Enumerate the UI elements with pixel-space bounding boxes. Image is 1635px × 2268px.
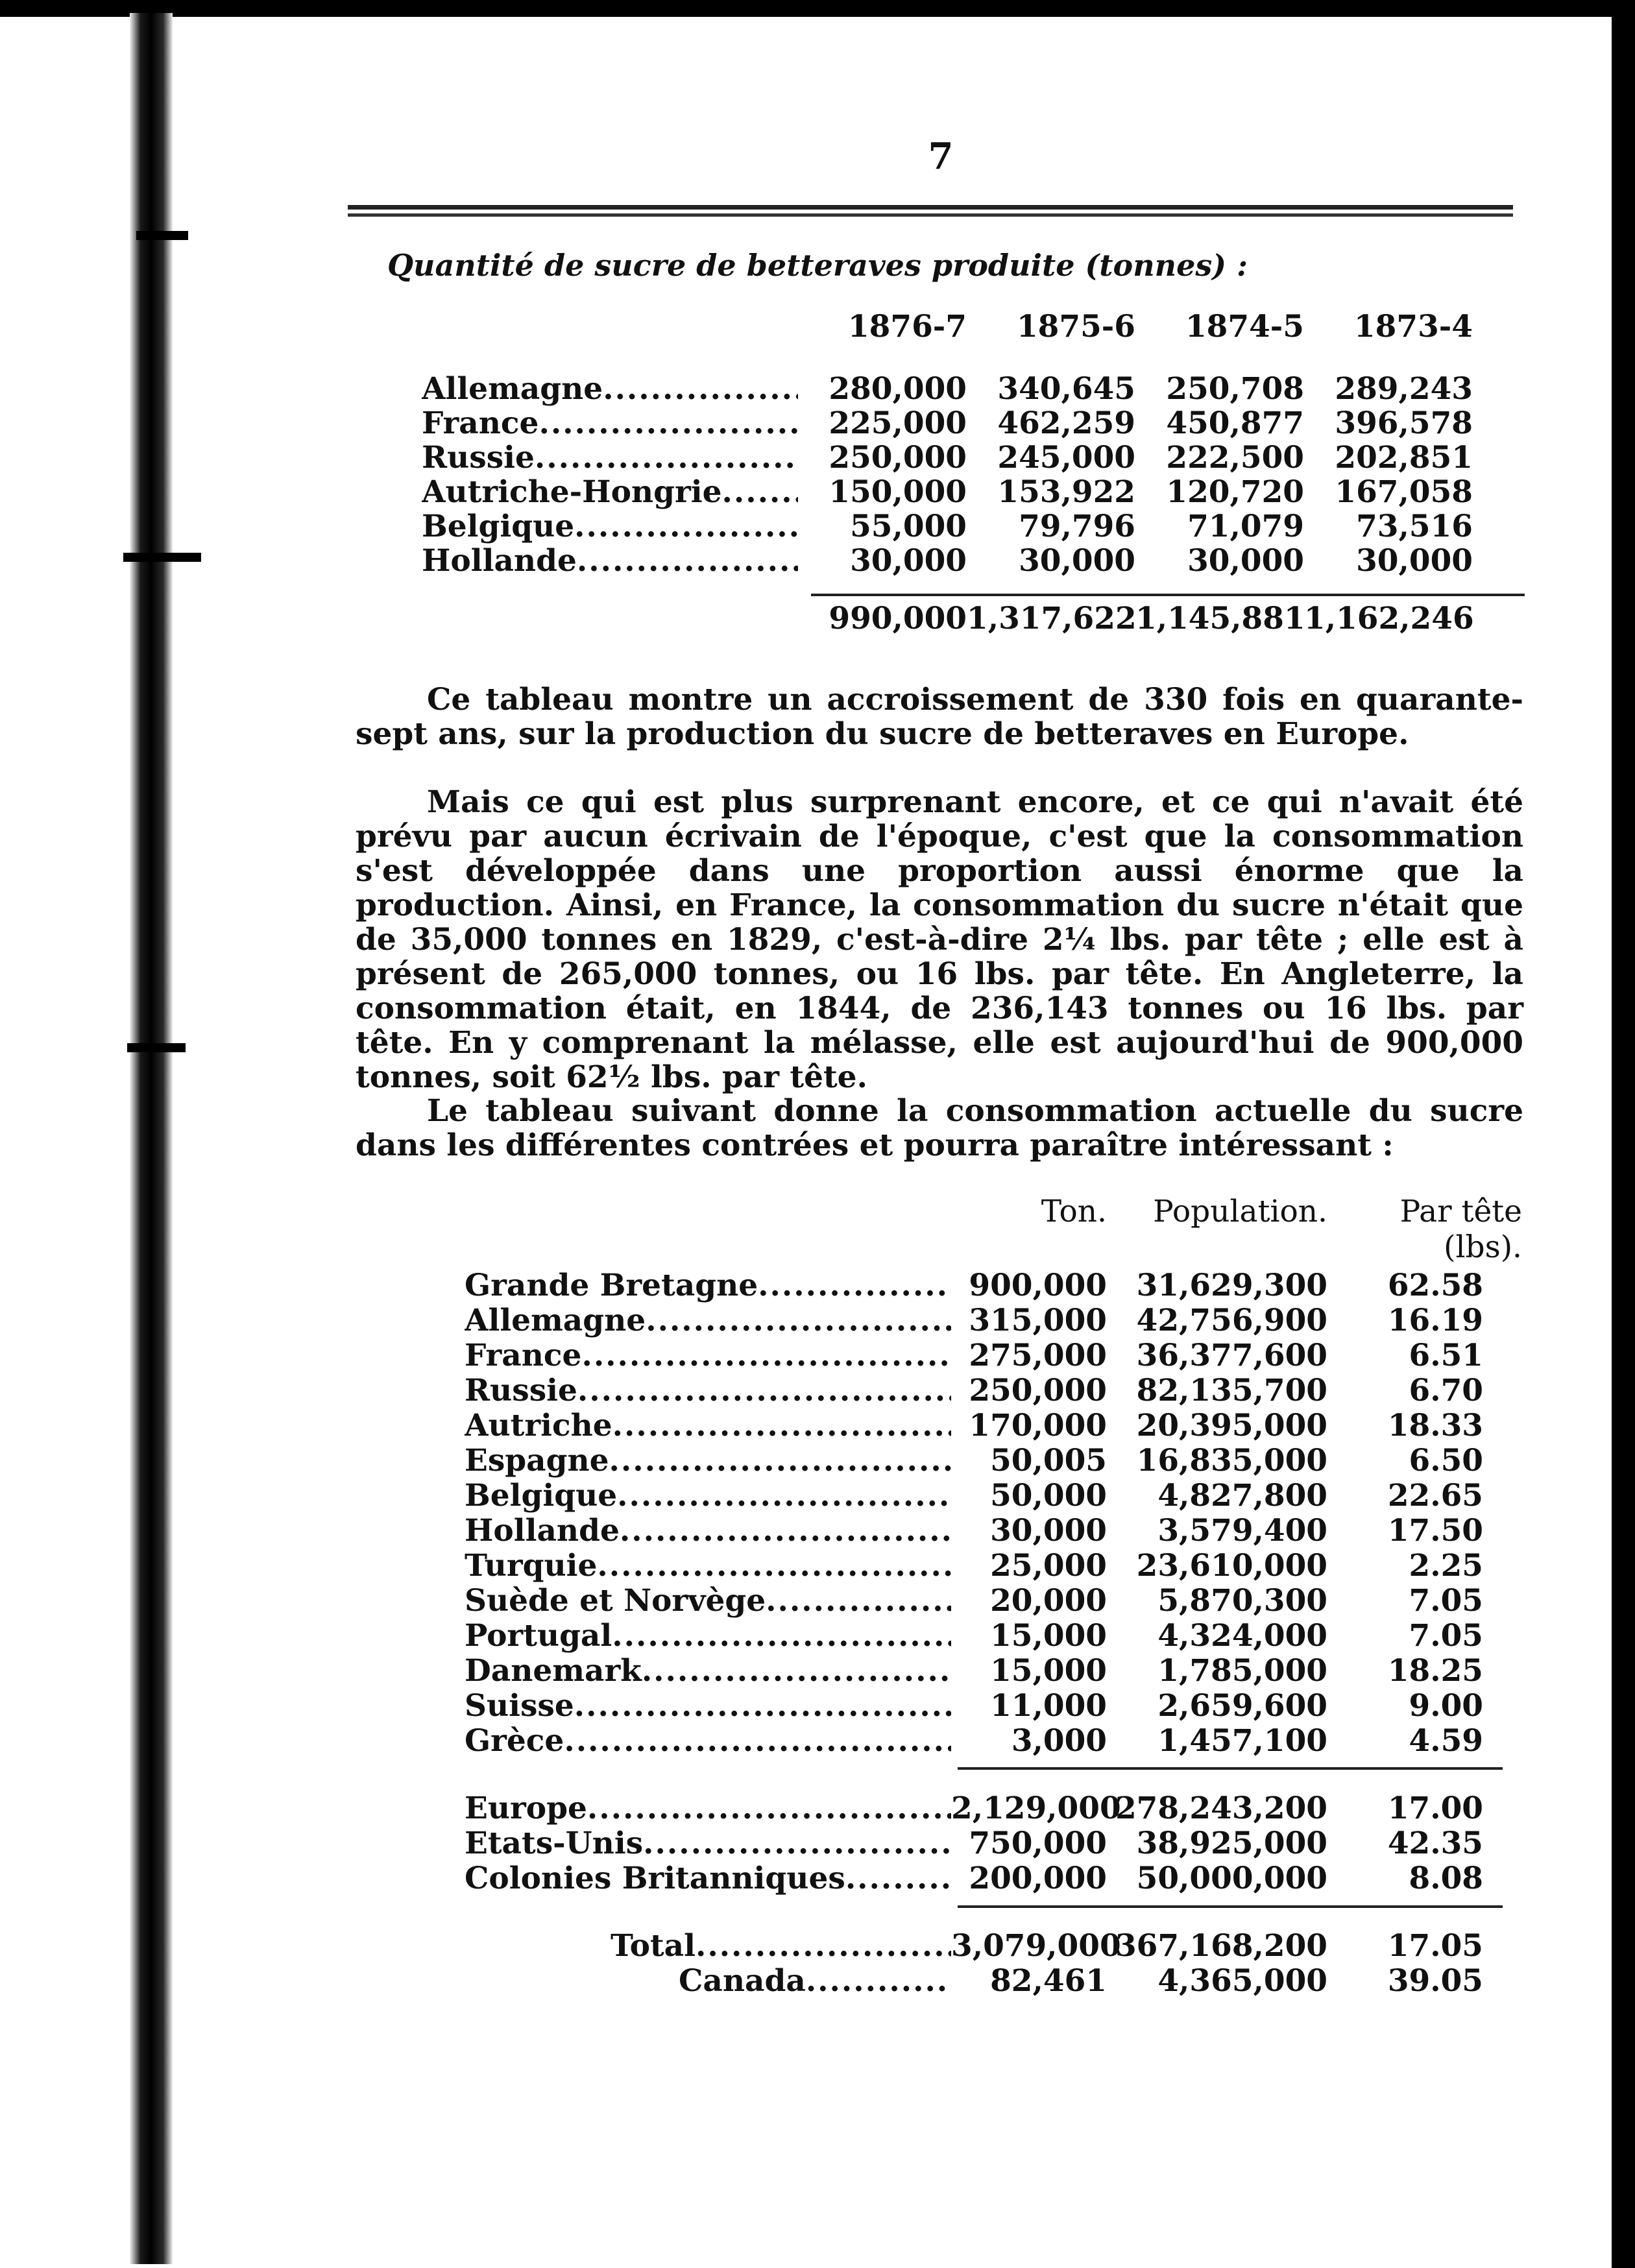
group-rule bbox=[958, 1767, 1503, 1770]
country-label: Autriche ..... bbox=[465, 1408, 951, 1443]
year-header: 1874-5 bbox=[1185, 309, 1304, 344]
table-row bbox=[465, 1513, 1529, 1548]
total-cell: 1,162,246 bbox=[1304, 601, 1474, 636]
ton-cell: 82,461 bbox=[990, 1963, 1107, 1999]
per-head-cell: 39.05 bbox=[1387, 1963, 1483, 1999]
country-label: France ..... bbox=[422, 405, 798, 441]
value-cell: 340,645 bbox=[997, 371, 1135, 407]
table-row bbox=[465, 1373, 1529, 1408]
table-row bbox=[465, 1268, 1529, 1303]
totals-rule bbox=[811, 594, 1525, 596]
table-row bbox=[465, 1338, 1529, 1373]
year-header: 1876-7 bbox=[847, 309, 967, 344]
table-row bbox=[422, 474, 1525, 509]
country-label: Allemagne ..... bbox=[422, 371, 798, 407]
canada-row bbox=[465, 1963, 1529, 1998]
table-row bbox=[465, 1618, 1529, 1653]
value-cell: 120,720 bbox=[1166, 474, 1304, 510]
table-row bbox=[465, 1408, 1529, 1443]
country-label: Hollande ..... bbox=[465, 1513, 951, 1549]
population-cell: 23,610,000 bbox=[1136, 1548, 1327, 1584]
country-label: Belgique ..... bbox=[465, 1478, 951, 1514]
population-cell: 278,243,200 bbox=[1115, 1791, 1327, 1826]
ton-cell: 50,005 bbox=[990, 1443, 1107, 1478]
column-header: Population. bbox=[1153, 1194, 1327, 1229]
value-cell: 55,000 bbox=[850, 509, 967, 544]
ton-cell: 11,000 bbox=[990, 1688, 1107, 1724]
table-row bbox=[422, 543, 1525, 577]
table-row bbox=[422, 371, 1525, 405]
table-row bbox=[465, 1443, 1529, 1478]
ton-cell: 15,000 bbox=[990, 1653, 1107, 1689]
per-head-cell: 62.58 bbox=[1387, 1268, 1483, 1303]
table-row bbox=[465, 1688, 1529, 1723]
value-cell: 30,000 bbox=[1356, 543, 1473, 579]
group-row bbox=[465, 1861, 1529, 1896]
ton-cell: 2,129,000 bbox=[951, 1791, 1121, 1826]
value-cell: 30,000 bbox=[1019, 543, 1135, 579]
table2-header-row bbox=[465, 1194, 1529, 1265]
population-cell: 82,135,700 bbox=[1136, 1373, 1327, 1408]
population-cell: 4,365,000 bbox=[1157, 1963, 1327, 1999]
paragraph bbox=[356, 1094, 1523, 1163]
per-head-cell: 7.05 bbox=[1409, 1583, 1483, 1619]
population-cell: 50,000,000 bbox=[1136, 1861, 1327, 1896]
country-label: Portugal ..... bbox=[465, 1618, 951, 1654]
table-row bbox=[465, 1723, 1529, 1758]
value-cell: 150,000 bbox=[829, 474, 967, 510]
column-header: Par tête (lbs). bbox=[1399, 1194, 1522, 1265]
population-cell: 31,629,300 bbox=[1136, 1268, 1327, 1303]
table-row bbox=[465, 1478, 1529, 1513]
canada-label bbox=[465, 1963, 951, 1999]
population-cell: 20,395,000 bbox=[1136, 1408, 1327, 1443]
column-header: Ton. bbox=[1041, 1194, 1107, 1229]
per-head-cell: 2.25 bbox=[1409, 1548, 1483, 1584]
per-head-cell: 16.19 bbox=[1387, 1303, 1483, 1338]
table-row bbox=[422, 509, 1525, 543]
country-label: Suisse ..... bbox=[465, 1688, 951, 1724]
value-cell: 30,000 bbox=[1187, 543, 1304, 579]
binding-tick bbox=[123, 553, 201, 562]
per-head-cell: 9.00 bbox=[1409, 1688, 1483, 1724]
country-label: Russie ..... bbox=[422, 440, 798, 476]
country-label: Suède et Norvège ..... bbox=[465, 1583, 951, 1619]
total-label bbox=[465, 1928, 951, 1964]
country-label: France ..... bbox=[465, 1338, 951, 1373]
population-cell: 367,168,200 bbox=[1115, 1928, 1327, 1964]
value-cell: 222,500 bbox=[1166, 440, 1304, 476]
value-cell: 71,079 bbox=[1187, 509, 1304, 544]
population-cell: 4,827,800 bbox=[1157, 1478, 1327, 1514]
ton-cell: 250,000 bbox=[969, 1373, 1107, 1408]
ton-cell: 3,079,000 bbox=[951, 1928, 1121, 1964]
scan-frame-top bbox=[0, 0, 1635, 17]
per-head-cell: 6.51 bbox=[1409, 1338, 1483, 1373]
paragraph bbox=[356, 785, 1523, 1094]
page-number: 7 bbox=[928, 135, 954, 178]
value-cell: 250,708 bbox=[1166, 371, 1304, 407]
table-row bbox=[422, 440, 1525, 474]
per-head-cell: 17.05 bbox=[1387, 1928, 1483, 1964]
value-cell: 396,578 bbox=[1335, 405, 1473, 441]
per-head-cell: 7.05 bbox=[1409, 1618, 1483, 1654]
value-cell: 225,000 bbox=[829, 405, 967, 441]
per-head-cell: 18.25 bbox=[1387, 1653, 1483, 1689]
group-label: Colonies Britanniques ..... bbox=[465, 1861, 951, 1896]
scan-frame-right bbox=[1612, 0, 1635, 2268]
country-label: Allemagne ..... bbox=[465, 1303, 951, 1338]
population-cell: 4,324,000 bbox=[1157, 1618, 1327, 1654]
beet-sugar-production-table bbox=[422, 309, 1525, 635]
paragraph-text: Le tableau suivant donne la consommation actuelle du sucre dans les différentes contrées et pourra paraître intéressant : bbox=[356, 1093, 1523, 1163]
ton-cell: 15,000 bbox=[990, 1618, 1107, 1654]
per-head-cell: 17.50 bbox=[1387, 1513, 1483, 1549]
sugar-consumption-table bbox=[465, 1194, 1529, 1998]
value-cell: 245,000 bbox=[997, 440, 1135, 476]
population-cell: 16,835,000 bbox=[1136, 1443, 1327, 1478]
paragraph bbox=[356, 682, 1523, 751]
value-cell: 250,000 bbox=[829, 440, 967, 476]
value-cell: 30,000 bbox=[850, 543, 967, 579]
country-label: Autriche-Hongrie ..... bbox=[422, 474, 798, 510]
table-row bbox=[465, 1653, 1529, 1688]
value-cell: 79,796 bbox=[1019, 509, 1135, 544]
ton-cell: 315,000 bbox=[969, 1303, 1107, 1338]
population-cell: 36,377,600 bbox=[1136, 1338, 1327, 1373]
header-rule bbox=[348, 205, 1513, 217]
ton-cell: 275,000 bbox=[969, 1338, 1107, 1373]
table-row bbox=[422, 405, 1525, 440]
ton-cell: 900,000 bbox=[969, 1268, 1107, 1303]
year-header: 1873-4 bbox=[1353, 309, 1473, 344]
per-head-cell: 6.70 bbox=[1409, 1373, 1483, 1408]
per-head-cell: 18.33 bbox=[1387, 1408, 1483, 1443]
country-label: Grande Bretagne ..... bbox=[465, 1268, 951, 1303]
ton-cell: 3,000 bbox=[1011, 1723, 1107, 1759]
value-cell: 202,851 bbox=[1335, 440, 1473, 476]
ton-cell: 30,000 bbox=[990, 1513, 1107, 1549]
value-cell: 167,058 bbox=[1335, 474, 1473, 510]
per-head-cell: 4.59 bbox=[1409, 1723, 1483, 1759]
group-row bbox=[465, 1791, 1529, 1826]
value-cell: 450,877 bbox=[1166, 405, 1304, 441]
per-head-cell: 17.00 bbox=[1387, 1791, 1483, 1826]
population-cell: 3,579,400 bbox=[1157, 1513, 1327, 1549]
value-cell: 153,922 bbox=[997, 474, 1135, 510]
population-cell: 5,870,300 bbox=[1157, 1583, 1327, 1619]
table1-header-row bbox=[422, 309, 1525, 345]
value-cell: 462,259 bbox=[997, 405, 1135, 441]
total-label-text: Total bbox=[611, 1928, 696, 1964]
binding-tick bbox=[136, 231, 188, 240]
total-row bbox=[465, 1928, 1529, 1963]
table-row bbox=[465, 1548, 1529, 1583]
ton-cell: 20,000 bbox=[990, 1583, 1107, 1619]
population-cell: 42,756,900 bbox=[1136, 1303, 1327, 1338]
total-cell: 1,317,622 bbox=[967, 601, 1137, 636]
value-cell: 73,516 bbox=[1356, 509, 1473, 544]
ton-cell: 170,000 bbox=[969, 1408, 1107, 1443]
population-cell: 2,659,600 bbox=[1157, 1688, 1327, 1724]
per-head-cell: 6.50 bbox=[1409, 1443, 1483, 1478]
table1-totals-row bbox=[422, 601, 1525, 635]
country-label: Belgique ..... bbox=[422, 509, 798, 544]
country-label: Espagne ..... bbox=[465, 1443, 951, 1478]
per-head-cell: 8.08 bbox=[1409, 1861, 1483, 1896]
paragraph-text: Mais ce qui est plus surprenant encore, et ce qui n'avait été prévu par aucun écrivain de l'époque, c'est que la consommation s'est développée dans une proportion aussi énorme que la production. Ainsi, en France, la consommation du sucre n'était que de 35,000 tonnes en 1829, c'est-à-dire 2¼ lbs. par tête ; elle est à présent de 265,000 tonnes, ou 16 lbs. par tête. En Angleterre, la consommation était, en 1844, de 236,143 tonnes ou 16 lbs. par tête. En y comprenant la mélasse, elle est aujourd'hui de 900,000 tonnes, soit 62½ lbs. par tête. bbox=[356, 784, 1523, 1095]
ton-cell: 25,000 bbox=[990, 1548, 1107, 1584]
year-header: 1875-6 bbox=[1016, 309, 1135, 344]
total-cell: 990,000 bbox=[829, 601, 967, 636]
table-row bbox=[465, 1583, 1529, 1618]
total-cell: 1,145,881 bbox=[1135, 601, 1305, 636]
country-label: Turquie ..... bbox=[465, 1548, 951, 1584]
total-rule bbox=[958, 1905, 1503, 1908]
value-cell: 289,243 bbox=[1335, 371, 1473, 407]
canada-label-text: Canada bbox=[679, 1963, 806, 1999]
per-head-cell: 42.35 bbox=[1387, 1826, 1483, 1861]
country-label: Danemark ..... bbox=[465, 1653, 951, 1689]
per-head-cell: 22.65 bbox=[1387, 1478, 1483, 1514]
paragraph-text: Ce tableau montre un accroissement de 330 fois en quarante-sept ans, sur la production du sucre de betteraves en Europe. bbox=[356, 682, 1523, 752]
ton-cell: 750,000 bbox=[969, 1826, 1107, 1861]
binding-edge bbox=[130, 13, 173, 2264]
value-cell: 280,000 bbox=[829, 371, 967, 407]
country-label: Russie ..... bbox=[465, 1373, 951, 1408]
population-cell: 1,785,000 bbox=[1157, 1653, 1327, 1689]
country-label: Grèce ..... bbox=[465, 1723, 951, 1759]
population-cell: 1,457,100 bbox=[1157, 1723, 1327, 1759]
ton-cell: 200,000 bbox=[969, 1861, 1107, 1896]
table-row bbox=[465, 1303, 1529, 1338]
group-row bbox=[465, 1826, 1529, 1861]
country-label: Hollande ..... bbox=[422, 543, 798, 579]
ton-cell: 50,000 bbox=[990, 1478, 1107, 1514]
group-label: Europe ..... bbox=[465, 1791, 951, 1826]
binding-tick bbox=[127, 1043, 186, 1052]
table1-title: Quantité de sucre de betteraves produite (tonnes) : bbox=[387, 248, 1248, 283]
group-label: Etats-Unis ..... bbox=[465, 1826, 951, 1861]
population-cell: 38,925,000 bbox=[1136, 1826, 1327, 1861]
